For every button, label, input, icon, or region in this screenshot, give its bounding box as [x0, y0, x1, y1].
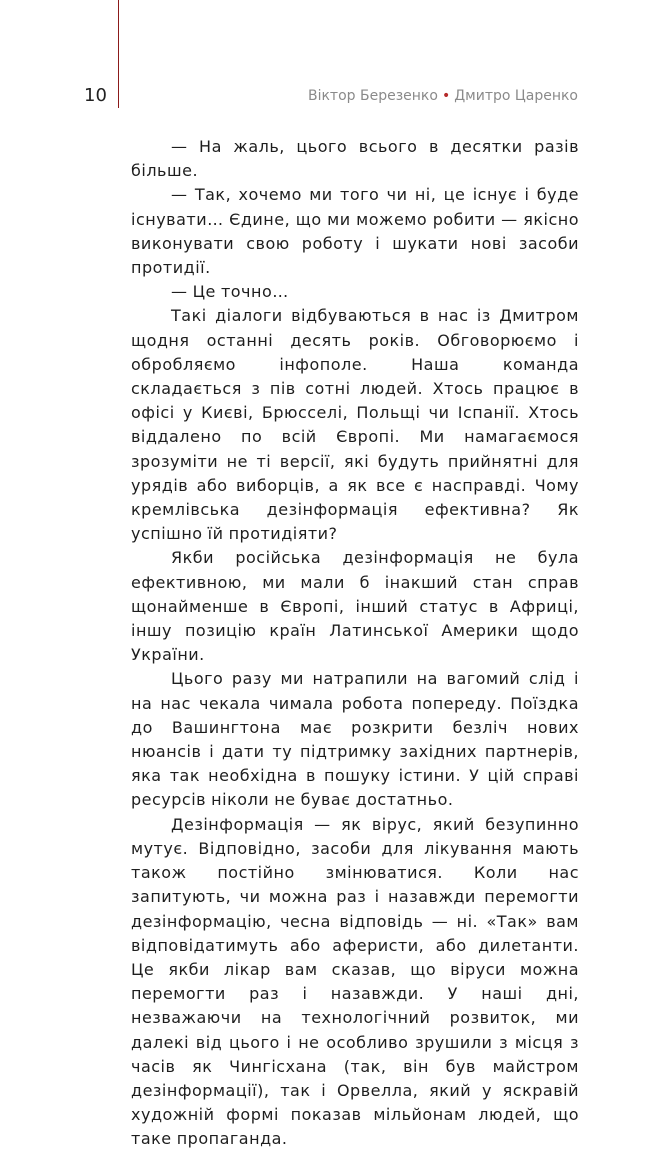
margin-rule: [118, 0, 119, 108]
page-number: 10: [84, 85, 107, 106]
paragraph: — Так, хочемо ми того чи ні, це існує і буде існувати… Єдине, що ми можемо робити — якісно виконувати свою роботу і шукати нові засоби протидії.: [131, 185, 579, 278]
paragraph: Цього разу ми натрапили на вагомий слід і на нас чекала чимала робота попереду. Поїздка до Вашингтона має розкрити безліч нових нюансів і дати ту підтримку західних партнерів, яка так необхідна в пошуку істини. У цій справі ресурсів ніколи не буває достатньо.: [131, 669, 579, 810]
running-header: [308, 86, 578, 106]
author-name-right: Дмитро Царенко: [454, 88, 578, 104]
author-separator: •: [441, 88, 451, 104]
paragraph: Якби російська дезінформація не була ефективною, ми мали б інакший стан справ щонайменше в Європі, інший статус в Африці, іншу позицію країн Латинської Америки щодо України.: [131, 548, 579, 665]
paragraph: Дезінформація — як вірус, який безупинно мутує. Відповідно, засоби для лікування мають також постійно змінюватися. Коли нас запитують, чи можна раз і назавжди перемогти дезінформацію, чесна відповідь — ні. «Так» вам відповідатимуть або аферисти, або дилетанти. Це якби лікар вам сказав, що віруси можна перемогти раз і назавжди. У наші дні, незважаючи на технологічний розвиток, ми далекі від цього і не особливо зрушили з місця з часів як Чингісхана (так, він був майстром дезінформації), так і Орвелла, який у яскравій художній формі показав мільйонам людей, що таке пропаганда.: [131, 814, 579, 1149]
paragraph: Такі діалоги відбуваються в нас із Дмитром щодня останні десять років. Обговорюємо і обробляємо інфополе. Наша команда складається з пів сотні людей. Хтось працює в офісі у Києві, Брюсселі, Польщі чи Іспанії. Хтось віддалено по всій Європі. Ми намагаємося зрозуміти не ті версії, які будуть прийнятні для урядів або виборців, а як все є насправді. Чому кремлівська дезінформація ефективна? Як успішно їй протидіяти?: [131, 306, 579, 544]
author-name-left: Віктор Березенко: [307, 88, 438, 104]
paragraph: — Це точно…: [171, 282, 289, 302]
body-text: [131, 135, 579, 1152]
paragraph: — На жаль, цього всього в десятки разів більше.: [131, 137, 579, 181]
